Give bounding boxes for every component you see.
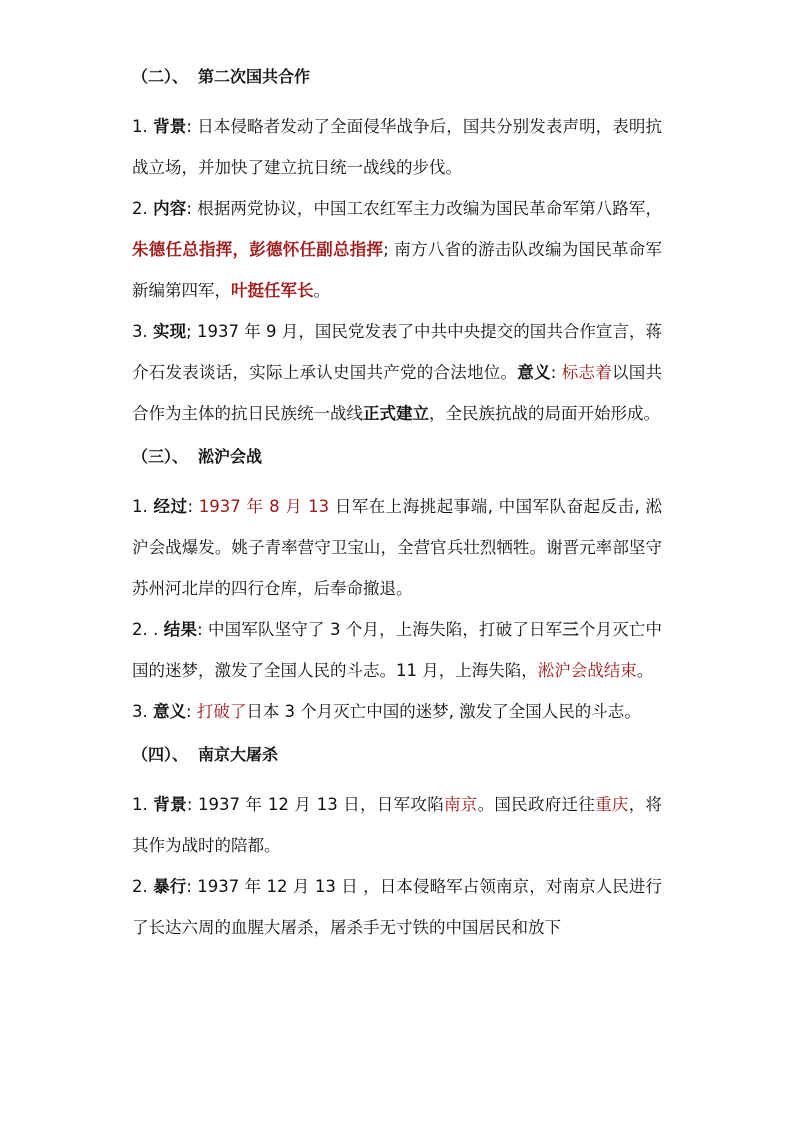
highlight-text: 朱德任总指挥，彭德怀任副总指挥 xyxy=(132,240,384,259)
paragraph xyxy=(132,609,662,691)
text-run: : 1937 年 12 月 13 日 ，日本侵略军占领南京，对南京人民进行了长达六周的血腥大屠杀，屠杀手无寸铁的中国居民和放下 xyxy=(132,877,662,937)
text-run: 2. . xyxy=(132,620,164,639)
text-run: 个月灭亡中国的迷梦，激发了全国人民的斗志。11 月，上海失陷， xyxy=(132,620,663,680)
text-run: ; 1937 年 9 月，国民党发表了中共中央提交的国共合作宣言，蒋介石发表谈话，实际上承认史国共产党的合法地位。 xyxy=(132,322,663,382)
bold-label: 背景 xyxy=(153,795,187,814)
bold-label: 结果 xyxy=(163,620,198,639)
text-run: 3. xyxy=(132,322,154,341)
section-title: 第二次国共合作 xyxy=(198,67,311,86)
paragraph xyxy=(132,188,662,311)
text-run: ; 南方八省的游击队改编为国民革命军新编第四军， xyxy=(132,240,663,300)
section-title: 南京大屠杀 xyxy=(198,745,279,764)
section-number: （二）、 xyxy=(132,67,189,86)
section-heading xyxy=(132,742,662,768)
bold-label: 经过 xyxy=(153,497,188,516)
section-heading xyxy=(132,64,662,90)
text-run: 日军在上海挑起事端, 中国军队奋起反击, 淞沪会战爆发。姚子青率营守卫宝山，全营官兵壮烈牺牲。谢晋元率部坚守苏州河北岸的四行仓库，后奉命撤退。 xyxy=(132,497,663,598)
text-run: : 中国军队坚守了 3 个月，上海失陷，打破了日军 xyxy=(197,620,563,639)
highlight-text: 叶挺任军长 xyxy=(231,281,314,300)
text-run: : 1937 年 12 月 13 日，日军攻陷 xyxy=(186,795,444,814)
paragraph xyxy=(132,691,662,732)
text-run: : xyxy=(550,363,562,382)
paragraph xyxy=(132,784,662,866)
bold-label: 内容 xyxy=(153,199,187,218)
text-run: 日本 3 个月灭亡中国的迷梦, 激发了全国人民的斗志。 xyxy=(246,702,641,721)
document-page xyxy=(132,64,662,958)
highlight-text: 标志着 xyxy=(561,363,613,382)
bold-label: 三 xyxy=(562,620,579,639)
highlight-text: 1937 年 8 月 13 xyxy=(198,497,330,516)
text-run: ，全民族抗战的局面开始形成。 xyxy=(429,404,660,423)
bold-label: 意义 xyxy=(517,363,551,382)
text-run: 2. xyxy=(132,877,154,896)
highlight-text: 重庆 xyxy=(595,795,629,814)
text-run: 2. xyxy=(132,199,154,218)
text-run: 3. xyxy=(132,702,153,721)
text-run: ，将其作为战时的陪都。 xyxy=(132,795,663,855)
paragraph xyxy=(132,866,662,948)
highlight-text: 南京 xyxy=(443,795,478,814)
text-run: 。 xyxy=(636,661,654,680)
section-number: （三）、 xyxy=(132,447,189,466)
section-title: 淞沪会战 xyxy=(198,447,263,466)
text-run: 。 xyxy=(313,281,330,300)
text-run: 以国共合作为主体的抗日民族统一战线 xyxy=(132,363,663,423)
section-heading xyxy=(132,444,662,470)
text-run: : xyxy=(186,702,197,721)
text-run: : 根据两党协议，中国工农红军主力改编为国民革命军第八路军， xyxy=(186,199,662,218)
text-run: 1. xyxy=(132,497,154,516)
paragraph xyxy=(132,486,662,609)
section-number: （四）、 xyxy=(132,745,189,764)
bold-label: 背景 xyxy=(153,117,187,136)
paragraph xyxy=(132,311,662,434)
text-run: 。国民政府迁往 xyxy=(477,795,596,814)
paragraph xyxy=(132,106,662,188)
text-run: : xyxy=(187,497,199,516)
text-run: : 日本侵略者发动了全面侵华战争后，国共分别发表声明，表明抗战立场，并加快了建立抗日统一战线的步伐。 xyxy=(132,117,662,177)
text-run: 1. xyxy=(132,117,154,136)
highlight-text: 淞沪会战结束 xyxy=(537,661,637,680)
bold-label: 暴行 xyxy=(153,877,187,896)
text-run: 1. xyxy=(132,795,154,814)
bold-label: 正式建立 xyxy=(363,404,429,423)
highlight-text: 打破了 xyxy=(196,702,247,721)
bold-label: 意义 xyxy=(153,702,186,721)
bold-label: 实现 xyxy=(153,322,187,341)
